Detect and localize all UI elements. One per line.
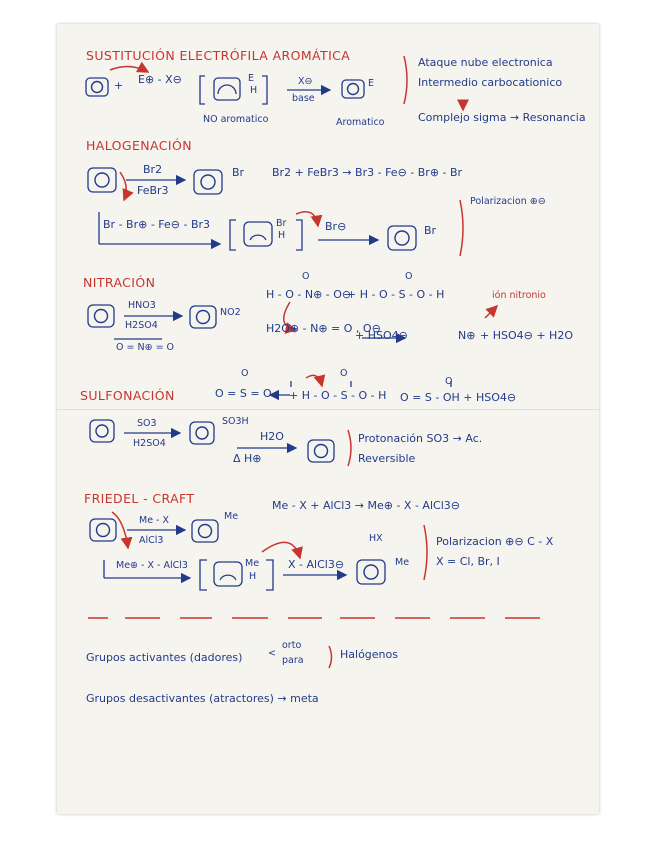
product-substituent-1: E [368,78,375,89]
notes-brace-5 [424,525,427,580]
label-nitronium-ion: ión nitronio [492,290,546,301]
plus-sign: + [114,79,124,92]
sulfuric-acid: + H - O - S - O - H [347,288,445,301]
friedel-complex: Me⊕ - X - AlCl3 [116,560,188,571]
note-2: Polarizacion ⊕⊖ [470,196,546,207]
byproduct-hx: HX [369,533,383,544]
less-than-sign: < [268,648,276,659]
base-xalcl3: X - AlCl3⊖ [288,558,345,571]
note-1a: Ataque nube electronica [418,56,553,69]
deprotonation-arrow-2 [296,212,318,226]
nitric-acid: H - O - N⊕ - O⊖ [266,288,352,301]
so3-oxygen: O [241,368,249,379]
label-orto: orto [282,640,302,651]
product-ring-5 [192,520,218,542]
halogen-equation: Br2 + FeBr3 → Br3 - Fe⊖ - Br⊕ - Br [272,166,463,179]
reagent-h2so4-2: H2SO4 [133,438,166,449]
intermediate-h: H [250,85,258,96]
halogen-complex: Br - Br⊕ - Fe⊖ - Br3 [103,218,211,231]
product-substituent-2b: Br [424,224,437,237]
bracket-left [200,76,205,104]
sulfonation-product: O = S - OH + HSO4⊖ [400,391,517,404]
product-ring-3 [190,306,216,328]
sulfuric-oxygen-2: O [340,368,348,379]
intermediate-substituent: E [248,73,255,84]
label-aromatic: Aromatico [336,117,385,128]
product-ring-2 [194,170,222,194]
halogens-note: Halógenos [340,648,398,661]
note-5a: Polarizacion ⊕⊖ C - X [436,535,554,548]
nitration-products: + HSO4⊖ + H2O [480,329,573,342]
intermediate-h-2: H [278,230,286,241]
reagent-hno3: HNO3 [128,300,156,311]
so3-structure: O = S = O [215,387,272,400]
product-ring-4 [190,422,214,444]
product-substituent-2: Br [232,166,245,179]
electrophile: E⊕ - X⊖ [138,73,182,86]
intermediate-h-5: H [249,571,257,582]
intermediate-substituent-2: Br [276,218,287,229]
hso4-product: + HSO4⊖ [355,329,408,342]
base-ion: X⊖ [298,76,313,87]
benzene-ring-5 [90,519,116,541]
benzene-ring-2 [88,168,116,192]
deprotonation-arrow-5 [262,542,300,558]
title-sulfonacion: SULFONACIÓN [80,388,175,403]
bracket-right [262,76,267,104]
notes-brace-2 [460,200,463,256]
product-ring-5b [357,560,385,584]
intermediate-ring-1 [214,78,240,100]
nitronium-n: N⊕ [458,329,476,342]
activating-groups: Grupos activantes (dadores) [86,651,243,664]
deactivating-groups: Grupos desactivantes (atractores) → meta [86,692,319,705]
benzene-ring-1 [86,78,108,96]
reverse-conditions: Δ H⊕ [233,452,262,465]
notes-brace-4 [348,430,351,466]
base-br: Br⊖ [325,220,347,233]
label-para: para [282,655,304,666]
sulfuric-acid-2: + H - O - S - O - H [289,389,387,402]
title-sustitucion: SUSTITUCIÓN ELECTRÓFILA AROMÁTICA [86,48,351,63]
reagent-so3: SO3 [137,418,157,429]
reagent-febr3: FeBr3 [137,184,169,197]
sulfuric-oxygen: O [405,271,413,282]
benzene-ring-4 [90,420,114,442]
nitronium-structure: O = N⊕ = O [116,342,175,353]
product-ring-1 [342,80,364,98]
attack-arrow-1 [110,66,148,72]
benzene-ring-4b [308,440,334,462]
reagent-mex: Me - X [139,515,170,526]
reverse-water: H2O [260,430,284,443]
reagent-br2: Br2 [143,163,163,176]
reagent-alcl3: AlCl3 [139,535,164,546]
product-substituent-5b: Me [395,557,410,568]
label-no-aromatic: NO aromatico [203,114,269,125]
intermediate-ring-2 [244,222,272,246]
attack-arrow-5 [112,512,128,548]
note-1b: Intermedio carbocationico [418,76,563,89]
base-label: base [292,93,315,104]
intermediate-ring-5 [214,562,242,586]
product-substituent-4: SO3H [222,416,249,427]
friedel-equation: Me - X + AlCl3 → Me⊕ - X - AlCl3⊖ [272,499,460,512]
note-4b: Reversible [358,452,416,465]
reagent-h2so4: H2SO4 [125,320,158,331]
product-substituent-5: Me [224,511,239,522]
note-4a: Protonación SO3 → Ac. [358,432,483,445]
intermediate-substituent-5: Me [245,558,260,569]
title-nitracion: NITRACIÓN [83,275,156,290]
attack-arrow-2 [120,172,126,200]
note-1c: Complejo sigma → Resonancia [418,111,586,124]
nitric-oxygen: O [302,271,310,282]
notes-brace-1 [404,56,407,104]
groups-brace [329,646,332,668]
product-oxygen: O [445,376,453,387]
title-friedel: FRIEDEL - CRAFT [84,491,195,506]
note-5b: X = Cl, Br, I [436,555,500,568]
sulfonation-attack-arrow [306,375,322,386]
benzene-ring-3 [88,305,114,327]
protonated-nitric: H2O⊕ - N⊕ = O , O⊖ [266,322,381,335]
product-ring-2b [388,226,416,250]
title-halogenacion: HALOGENACIÓN [86,138,192,153]
product-substituent-3: NO2 [220,307,241,318]
nitronium-pointer-arrow [485,306,497,318]
